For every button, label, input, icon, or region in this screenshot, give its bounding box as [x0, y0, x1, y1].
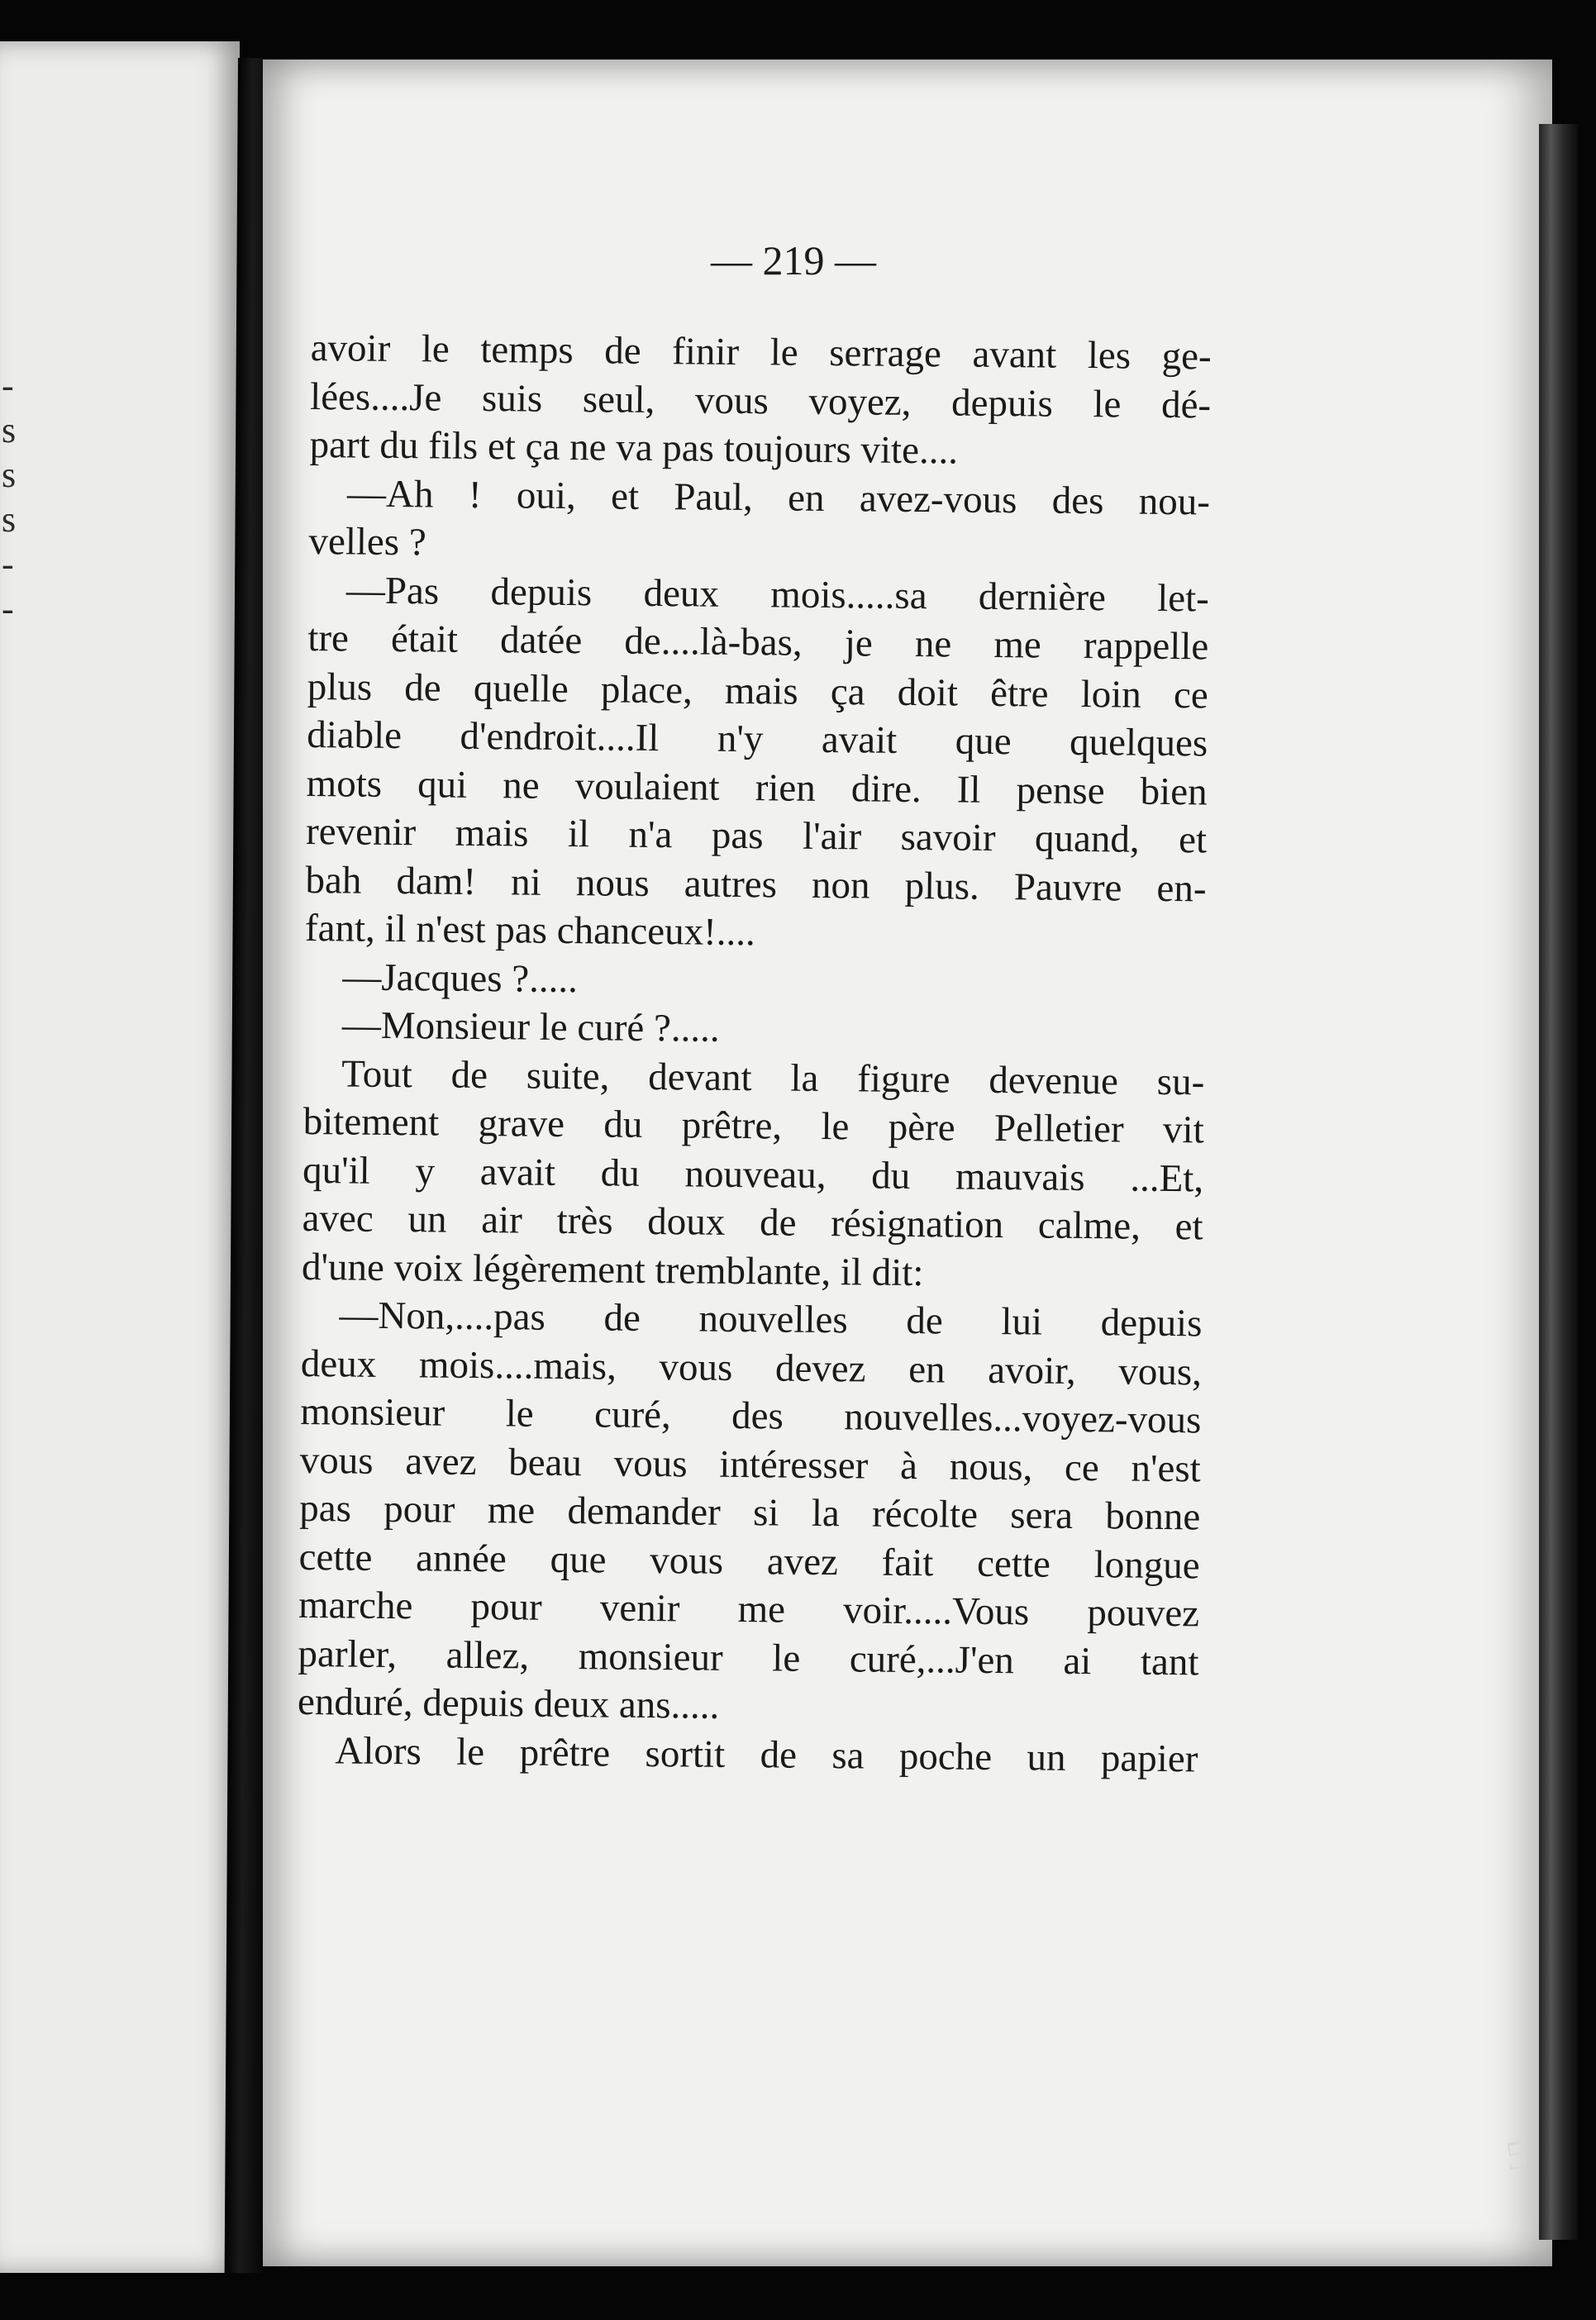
- text-line: pas pour me demander si la récolte sera bonne: [298, 1486, 1201, 1539]
- text-line: bah dam! ni nous autres non plus. Pauvre en-: [305, 858, 1207, 910]
- text-line: avec un air très doux de résignation calme, et: [302, 1196, 1203, 1249]
- text-line: plus de quelle place, mais ça doit être loin ce: [307, 665, 1208, 717]
- text-line: Tout de suite, devant la figure devenue su-: [341, 1051, 1205, 1103]
- text-line: d'une voix légèrement tremblante, il dit:: [301, 1245, 924, 1294]
- text-line: parler, allez, monsieur le curé,...J'en ai tant: [298, 1632, 1199, 1684]
- margin-mark: -: [2, 365, 14, 406]
- page-text-block: [297, 324, 1212, 1783]
- text-line: monsieur le curé, des nouvelles...voyez-vous: [300, 1389, 1202, 1442]
- text-line: marche pour venir me voir.....Vous pouvez: [298, 1583, 1200, 1636]
- text-line: lées....Je suis seul, vous voyez, depuis le dé-: [309, 374, 1212, 426]
- page-edge-shadow: [1539, 124, 1579, 2240]
- margin-mark: s: [2, 410, 17, 450]
- text-line: —Monsieur le curé ?.....: [341, 1003, 720, 1050]
- text-line: revenir mais il n'a pas l'air savoir quand, et: [305, 809, 1208, 862]
- text-line: velles ?: [308, 519, 426, 565]
- margin-mark: s: [2, 499, 17, 540]
- text-line: bitement grave du prêtre, le père Pelletier vit: [303, 1099, 1204, 1152]
- margin-mark: -: [2, 544, 14, 584]
- text-line: mots qui ne voulaient rien dire. Il pense bien: [306, 761, 1208, 813]
- text-line: deux mois....mais, vous devez en avoir, vous,: [300, 1341, 1203, 1393]
- text-line: enduré, depuis deux ans.....: [297, 1679, 720, 1727]
- text-line: Alors le prêtre sortit de sa poche un papier: [335, 1728, 1198, 1780]
- text-line: qu'il y avait du nouveau, du mauvais ...Et,: [302, 1148, 1204, 1200]
- text-line: avoir le temps de finir le serrage avant les ge-: [310, 326, 1212, 379]
- text-line: —Jacques ?.....: [342, 955, 579, 1001]
- text-line: —Ah ! oui, et Paul, en avez-vous des nou-: [346, 471, 1211, 523]
- handwritten-corner-mark: 5: [1503, 2130, 1530, 2179]
- text-line: part du fils et ça ne va pas toujours vite....: [309, 422, 959, 473]
- text-line: vous avez beau vous intéresser à nous, ce n'est: [299, 1438, 1202, 1490]
- text-line: tre était datée de....là-bas, je ne me rappelle: [307, 616, 1209, 669]
- left-facing-page: [0, 41, 240, 2273]
- text-line: cette année que vous avez fait cette longue: [298, 1535, 1200, 1587]
- text-line: —Pas depuis deux mois.....sa dernière let-: [345, 568, 1210, 620]
- left-page-margin-marks: [2, 364, 18, 631]
- text-line: fant, il n'est pas chanceux!....: [304, 906, 756, 955]
- margin-mark: s: [2, 455, 17, 495]
- margin-mark: -: [2, 588, 14, 629]
- text-line: —Non,....pas de nouvelles de lui depuis: [339, 1293, 1203, 1346]
- text-line: diable d'endroit....Il n'y avait que quelques: [306, 712, 1208, 765]
- page-number: — 219 —: [711, 237, 876, 283]
